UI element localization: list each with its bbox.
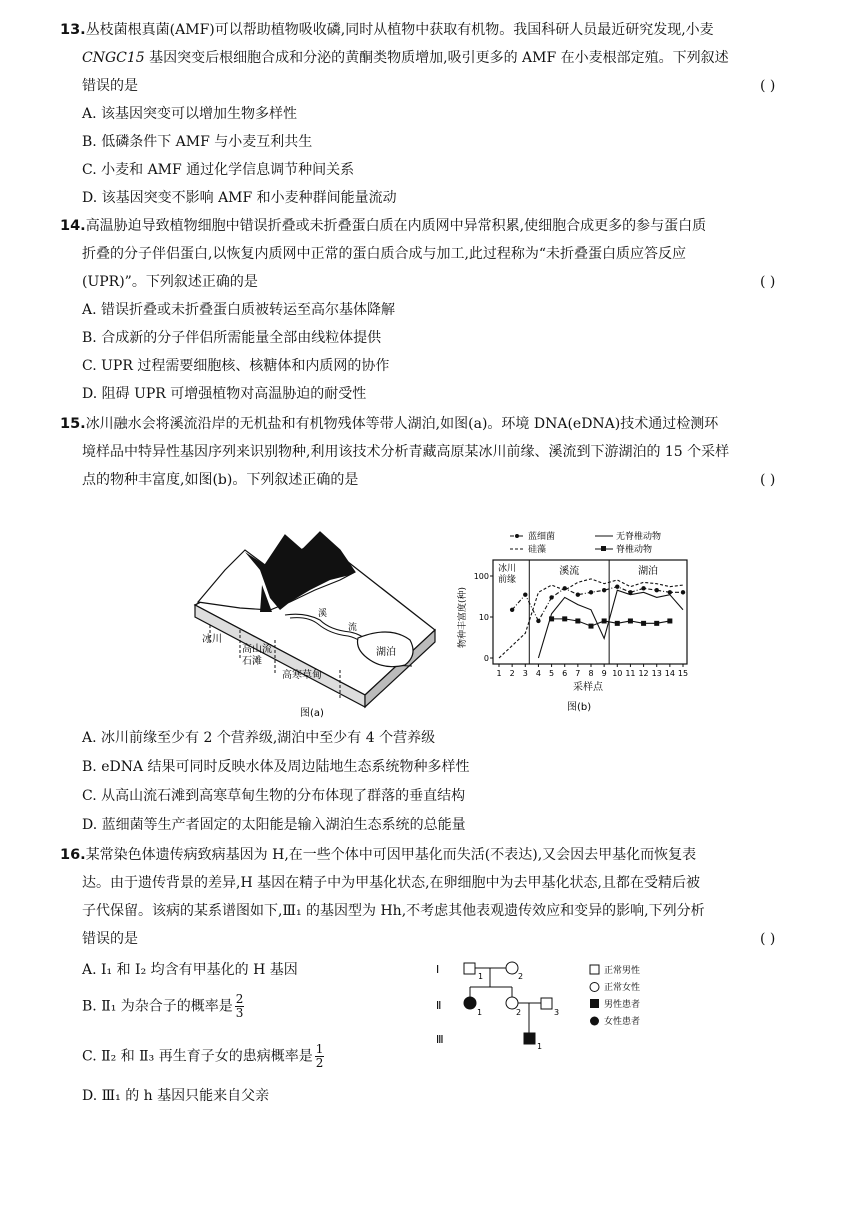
data-point <box>602 588 606 592</box>
legend-affected-male-icon <box>590 999 599 1008</box>
q15-stem-3: 点的物种丰富度,如图(b)。下列叙述正确的是 <box>82 472 359 488</box>
data-point <box>668 590 672 594</box>
legend-affected-female: 女性患者 <box>604 1017 641 1027</box>
data-point <box>602 618 607 623</box>
zone-label-stream: 溪流 <box>559 566 580 577</box>
q15-option-a[interactable]: A. 冰川前缘至少有 2 个营养级,湖泊中至少有 4 个营养级 <box>82 730 436 746</box>
q16-number: 16. <box>60 847 86 863</box>
series-line-2 <box>538 590 683 658</box>
y-tick-label: 10 <box>478 613 489 622</box>
data-point <box>654 621 659 626</box>
fig-a-caption: 图(a) <box>300 708 324 719</box>
generation-I: Ⅰ <box>436 963 440 976</box>
x-tick-label: 13 <box>651 669 662 678</box>
figure-a-terrain <box>190 520 440 720</box>
y-tick-label: 0 <box>483 654 489 663</box>
q14-option-b[interactable]: B. 合成新的分子伴侣所需能量全部由线粒体提供 <box>82 330 382 346</box>
q16-option-b[interactable] <box>82 993 246 1020</box>
q16-stem-1: 某常染色体遗传病致病基因为 H,在一些个体中可因甲基化而失活(不表达),又会因去甲基化而恢复表 <box>85 847 697 863</box>
data-point <box>589 590 593 594</box>
x-tick-label: 6 <box>562 669 568 678</box>
x-tick-label: 14 <box>664 669 675 678</box>
data-point <box>667 618 672 623</box>
q15-line-1 <box>60 414 718 434</box>
pedigree-num-I1: 1 <box>478 972 484 981</box>
legend-vertebrates: 脊椎动物 <box>616 545 653 555</box>
x-tick-label: 8 <box>588 669 594 678</box>
data-point <box>549 616 554 621</box>
q13-line-2 <box>82 48 729 68</box>
x-tick-label: 9 <box>601 669 607 678</box>
fig-a-label-meadow: 高寒草甸 <box>282 670 322 681</box>
q14-line-1 <box>60 216 706 236</box>
x-tick-label: 15 <box>677 669 689 678</box>
x-tick-label: 1 <box>496 669 502 678</box>
legend-affected-female-icon <box>590 1017 599 1026</box>
q16-option-c-fraction <box>315 1043 325 1070</box>
data-point <box>523 592 527 596</box>
pedigree-I2-normal-female <box>506 962 518 974</box>
pedigree-num-II1: 1 <box>477 1008 483 1017</box>
q14-option-c[interactable]: C. UPR 过程需要细胞核、核糖体和内质网的协作 <box>82 358 390 374</box>
q14-option-a[interactable]: A. 错误折叠或未折叠蛋白质被转运至高尔基体降解 <box>82 302 396 318</box>
x-tick-label: 2 <box>509 669 515 678</box>
pedigree-II3-normal-male <box>541 998 552 1009</box>
q14-stem-1: 高温胁迫导致植物细胞中错误折叠或未折叠蛋白质在内质网中异常积累,使细胞合成更多的参与蛋白质 <box>85 218 707 234</box>
legend-normal-male: 正常男性 <box>604 966 641 976</box>
q16-option-c[interactable] <box>82 1043 326 1070</box>
q15-stem-1: 冰川融水会将溪流沿岸的无机盐和有机物残体等带人湖泊,如图(a)。环境 DNA(eDNA)技术通过检测环 <box>85 416 719 432</box>
q16-stem-2: 达。由于遗传背景的差异,H 基因在精子中为甲基化状态,在卵细胞中为去甲基化状态,且都在受精后被 <box>82 875 701 891</box>
data-point <box>628 618 633 623</box>
chart-y-axis-label: 物种丰富度(种) <box>458 586 468 648</box>
q16-option-b-text: B. Ⅱ₁ 为杂合子的概率是 <box>82 998 233 1015</box>
data-point <box>562 616 567 621</box>
q13-stem-1: 丛枝菌根真菌(AMF)可以帮助植物吸收磷,同时从植物中获取有机物。我国科研人员最近研究发现,小麦 <box>85 22 714 38</box>
q14-stem-2: 折叠的分子伴侣蛋白,以恢复内质网中正常的蛋白质合成与加工,此过程称为“未折叠蛋白质应答反应 <box>82 246 687 262</box>
q14-stem-3: (UPR)”。下列叙述正确的是 <box>82 274 258 290</box>
fraction-numerator: 2 <box>235 992 244 1006</box>
x-tick-label: 7 <box>575 669 581 678</box>
chart-legend <box>510 530 661 555</box>
legend-affected-male: 男性患者 <box>604 1000 641 1010</box>
q16-option-c-text: C. Ⅱ₂ 和 Ⅱ₃ 再生育子女的患病概率是 <box>82 1048 313 1065</box>
q13-stem-3: 错误的是 <box>82 78 138 94</box>
pedigree-chart <box>428 955 688 1055</box>
fraction-denominator: 3 <box>235 1006 244 1020</box>
y-tick-label: 100 <box>473 572 489 581</box>
pedigree-num-I2: 2 <box>518 972 524 981</box>
data-point <box>576 592 580 596</box>
zone-label-lake: 湖泊 <box>638 566 659 577</box>
figure-b-chart <box>455 528 695 718</box>
q16-option-a[interactable]: A. Ⅰ₁ 和 Ⅰ₂ 均含有甲基化的 H 基因 <box>82 962 298 978</box>
q15-option-b[interactable]: B. eDNA 结果可同时反映水体及周边陆地生态系统物种多样性 <box>82 759 470 775</box>
fraction-numerator: 1 <box>315 1042 324 1056</box>
data-point <box>615 584 619 588</box>
fig-a-label-stream-2: 流 <box>348 623 358 633</box>
fig-a-label-glacier: 冰川 <box>202 634 222 645</box>
x-tick-label: 5 <box>549 669 555 678</box>
q15-stem-2: 境样品中特异性基因序列来识别物种,利用该技术分析青藏高原某冰川前缘、溪流到下游湖泊的 15 个采样 <box>82 444 730 460</box>
q13-stem-2: 基因突变后根细胞合成和分泌的黄酮类物质增加,吸引更多的 AMF 在小麦根部定殖。下列叙述 <box>144 50 729 66</box>
q13-option-d[interactable]: D. 该基因突变不影响 AMF 和小麦种群间能量流动 <box>82 190 397 206</box>
q16-option-b-fraction <box>235 993 245 1020</box>
generation-II: Ⅱ <box>436 999 442 1012</box>
data-point <box>615 621 620 626</box>
legend-normal-female-icon <box>590 983 599 992</box>
data-point <box>641 586 645 590</box>
legend-invertebrates: 无脊椎动物 <box>616 532 662 542</box>
q16-line-1 <box>60 845 696 865</box>
q15-number: 15. <box>60 416 86 432</box>
x-tick-label: 12 <box>638 669 649 678</box>
legend-diatoms: 硅藻 <box>528 545 547 555</box>
fig-a-label-stream-1: 溪 <box>318 609 328 619</box>
q15-option-d[interactable]: D. 蓝细菌等生产者固定的太阳能是输入湖泊生态系统的总能量 <box>82 817 466 833</box>
pedigree-III1-affected-male <box>524 1033 535 1044</box>
q13-option-b[interactable]: B. 低磷条件下 AMF 与小麦互利共生 <box>82 134 313 150</box>
x-tick-label: 10 <box>612 669 623 678</box>
data-point <box>655 588 659 592</box>
pedigree-num-II2: 2 <box>516 1008 522 1017</box>
legend-normal-male-icon <box>590 965 599 974</box>
q13-gene-name: CNGC15 <box>82 50 145 66</box>
q16-option-d[interactable]: D. Ⅲ₁ 的 h 基因只能来自父亲 <box>82 1088 270 1104</box>
fraction-denominator: 2 <box>315 1056 324 1070</box>
pedigree-I1-normal-male <box>464 963 475 974</box>
q14-number: 14. <box>60 218 86 234</box>
x-tick-label: 3 <box>522 669 528 678</box>
zone-label-front: 前缘 <box>498 575 517 585</box>
q13-option-a[interactable]: A. 该基因突变可以增加生物多样性 <box>82 106 298 122</box>
q13-number: 13. <box>60 22 86 38</box>
zone-label-glacier: 冰川 <box>498 564 517 574</box>
generation-III: Ⅲ <box>436 1033 444 1046</box>
q14-option-d[interactable]: D. 阻碍 UPR 可增强植物对高温胁迫的耐受性 <box>82 386 367 402</box>
q14-answer-blank[interactable]: ( ) <box>760 274 776 290</box>
fig-a-label-alpine-1: 高山流 <box>242 644 272 655</box>
legend-cyanobacteria: 蓝细菌 <box>528 532 556 542</box>
chart-x-axis-label: 采样点 <box>573 682 603 693</box>
data-point <box>575 618 580 623</box>
pedigree-num-II3: 3 <box>554 1008 560 1017</box>
q13-answer-blank[interactable]: ( ) <box>760 78 776 94</box>
pedigree-II1-affected-female <box>464 997 476 1009</box>
q15-option-c[interactable]: C. 从高山流石滩到高寒草甸生物的分布体现了群落的垂直结构 <box>82 788 466 804</box>
fig-b-caption: 图(b) <box>567 702 592 713</box>
series-line-3 <box>552 619 670 626</box>
data-point <box>536 619 540 623</box>
q15-answer-blank[interactable]: ( ) <box>760 472 776 488</box>
q16-stem-3: 子代保留。该病的某系谱图如下,Ⅲ₁ 的基因型为 Hh,不考虑其他表观遗传效应和变异的影响,下列分析 <box>82 903 705 919</box>
q13-line-1 <box>60 20 714 40</box>
q13-option-c[interactable]: C. 小麦和 AMF 通过化学信息调节种间关系 <box>82 162 355 178</box>
fig-a-label-alpine-2: 石滩 <box>242 656 262 667</box>
fig-a-label-lake: 湖泊 <box>376 647 396 658</box>
x-tick-label: 4 <box>535 669 541 678</box>
data-point <box>549 595 553 599</box>
data-point <box>641 621 646 626</box>
q16-stem-4: 错误的是 <box>82 931 138 947</box>
legend-normal-female: 正常女性 <box>604 983 641 993</box>
data-point <box>510 608 514 612</box>
pedigree-num-III1: 1 <box>537 1042 543 1051</box>
q16-answer-blank[interactable]: ( ) <box>760 931 776 947</box>
data-point <box>589 624 594 629</box>
x-tick-label: 11 <box>625 669 636 678</box>
data-point <box>681 590 685 594</box>
